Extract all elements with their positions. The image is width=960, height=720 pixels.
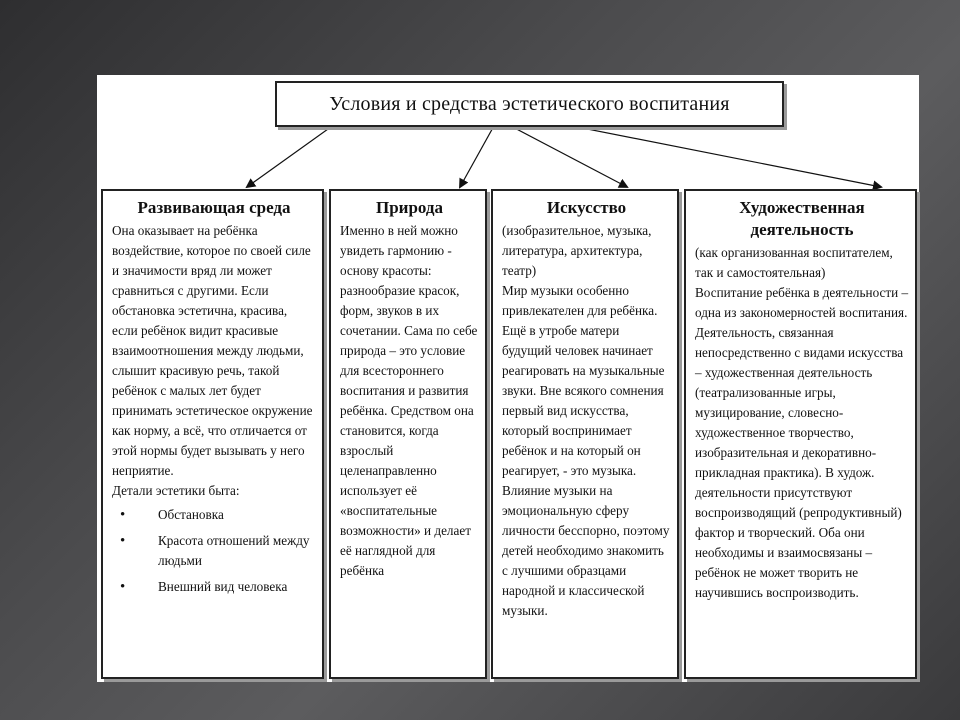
column-heading: Искусство [546, 198, 627, 217]
column-subheading: (как организованная воспитателем, так и самостоятельная) [695, 245, 893, 280]
column-artistic-activity [684, 189, 917, 679]
bullet-item: • Красота отношений между людьми [146, 531, 316, 571]
column-text: Она оказывает на ребёнка воздействие, которое по своей силе и значимости вряд ли может сравниться с другими. Если обстановка эстетична, красива, если ребёнок видит красивые взаимоотношения между людьми, слышит красивую речь, такой ребёнок с малых лет будет принимать эстетическое окружение как норму, а всё, что отличается от этой нормы будет вызывать у него неприятие. [112, 223, 313, 478]
arrow-to-nature [460, 124, 495, 187]
column-text: Воспитание ребёнка в деятельности – одна из закономерностей воспитания. Деятельность, связанная непосредственно с видами искусства – художественная деятельность (театрализованные игры, музицирование, словесно-художественное творчество, изобразительная и декоративно-прикладная практика). В худож. деятельности присутствуют воспроизводящий (репродуктивный) фактор и творческий. Оба они необходимы и взаимосвязаны – ребёнок не может творить не научившись воспроизводить. [695, 285, 909, 600]
bullet-item: • Обстановка [146, 505, 316, 525]
column-environment [101, 189, 324, 679]
column-subheading: (изобразительное, музыка, литература, архитектура, театр) [502, 223, 652, 278]
column-art [491, 189, 679, 679]
column-heading: Природа [375, 198, 444, 217]
arrow-to-environment [247, 124, 335, 187]
bullet-item: • Внешний вид человека [146, 577, 316, 597]
diagram-title: Условия и средства эстетического воспитания [275, 81, 784, 127]
column-heading: Художественная деятельность [739, 198, 865, 239]
bullet-list [112, 505, 316, 597]
slide [97, 75, 919, 682]
column-text: Мир музыки особенно привлекателен для ребёнка. Ещё в утробе матери будущий человек начинает реагировать на музыкальные звуки. Вне всякого сомнения первый вид искусства, который воспринимает ребёнок и на который он реагирует, - это музыка. Влияние музыки на эмоциональную сферу личности бесспорно, поэтому детей необходимо знакомить с лучшими образцами народной и классической музыки. [502, 283, 670, 618]
column-heading: Развивающая среда [137, 198, 291, 217]
column-nature [329, 189, 487, 679]
column-text: Именно в ней можно увидеть гармонию - основу красоты: разнообразие красок, форм, звуков в их сочетании. Сама по себе природа – это условие для всестороннего воспитания и развития ребёнка. Средством она становится, когда взрослый целенаправленно использует её «воспитательные возможности» и делает её наглядной для ребёнка [340, 223, 478, 578]
column-subtext: Детали эстетики быта: [112, 483, 240, 498]
